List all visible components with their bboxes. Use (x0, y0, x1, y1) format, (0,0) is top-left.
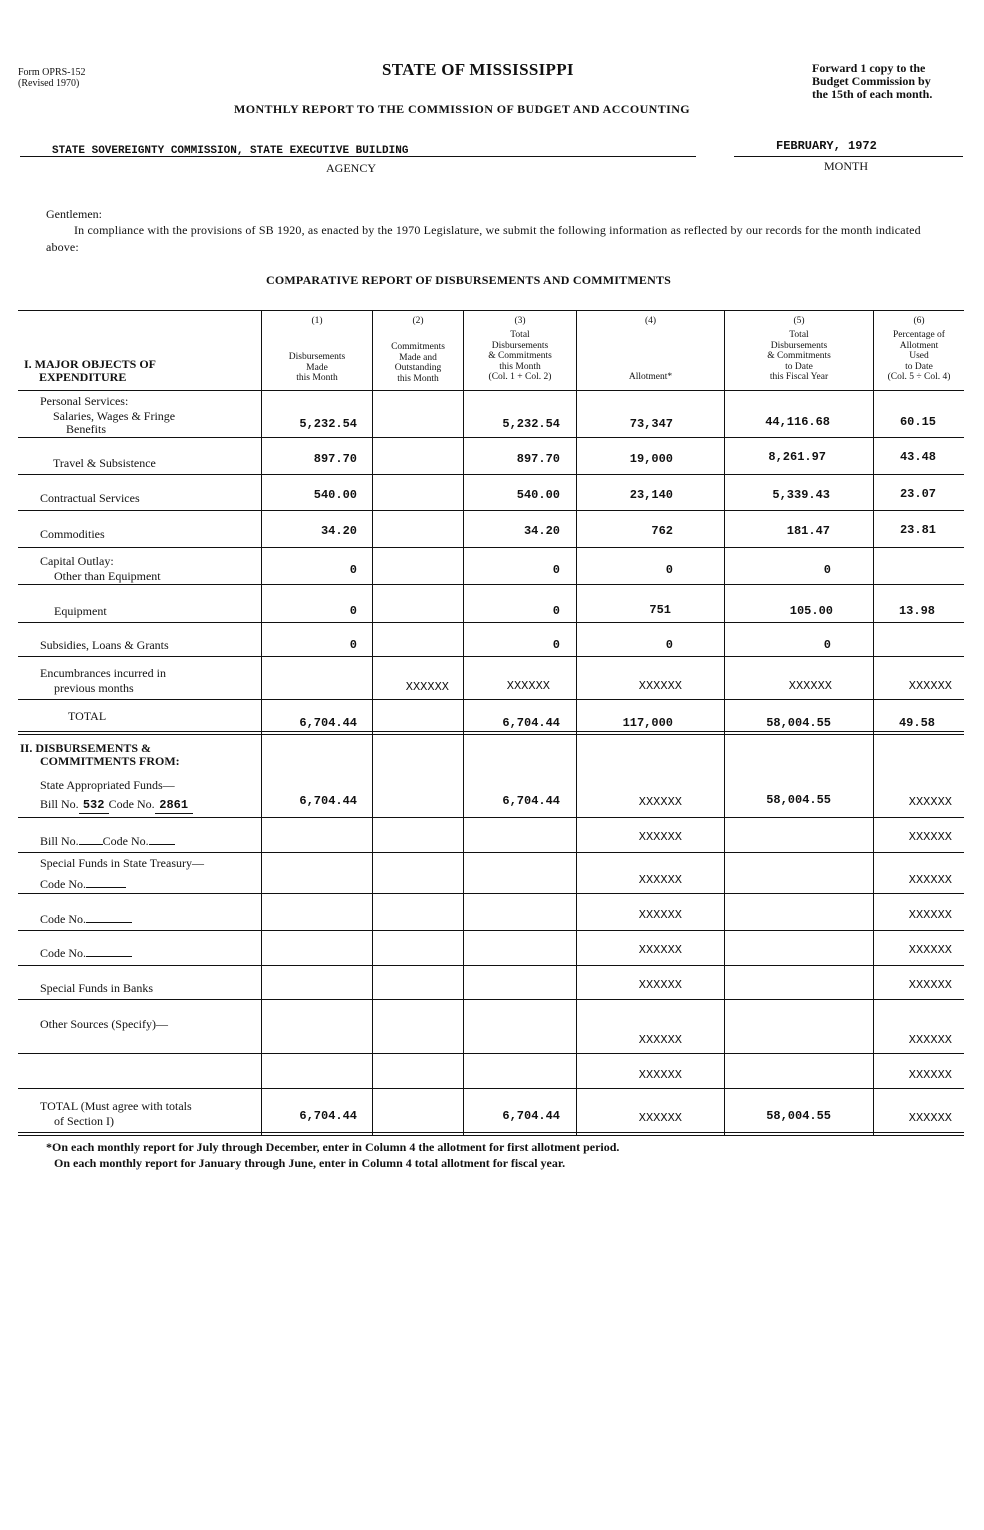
row-line (18, 622, 964, 623)
total-label-line-2: of Section I) (54, 1114, 114, 1128)
col-6-value: XXXXXX (908, 943, 952, 957)
section-2-title (20, 742, 180, 768)
col-4-header: Allotment* (628, 372, 673, 382)
col-1-value: 897.70 (313, 452, 357, 466)
table-top-border (18, 310, 964, 311)
row-label: Subsidies, Loans & Grants (40, 638, 169, 652)
col-3-value: 6,704.44 (502, 1109, 560, 1123)
total-label: TOTAL (68, 709, 107, 723)
col-5-value: XXXXXX (788, 679, 832, 693)
col-4-value: 19,000 (629, 452, 673, 466)
col-4-value: XXXXXX (638, 873, 682, 887)
row-label: Travel & Subsistence (53, 456, 156, 470)
row-label: Contractual Services (40, 491, 140, 505)
row-line (18, 893, 964, 894)
row-label-cont: previous months (54, 681, 134, 695)
col-1-value: 0 (349, 638, 357, 652)
row-label-cont: Benefits (66, 422, 106, 436)
col-4-value: 0 (665, 638, 673, 652)
col-6-value: XXXXXX (908, 873, 952, 887)
row-line (18, 817, 964, 818)
footnote-line-2: On each monthly report for January through June, enter in Column 4 total allotment for fiscal year. (54, 1156, 566, 1170)
col-6-value: XXXXXX (908, 830, 952, 844)
col-4-value: XXXXXX (638, 1033, 682, 1047)
personal-services-label: Personal Services: (40, 394, 129, 408)
section-1-title-line-1: I. MAJOR OBJECTS OF (24, 357, 157, 371)
special-banks-label: Special Funds in Banks (40, 981, 153, 995)
section-1-total-double-line (18, 731, 964, 735)
col-4-value: 0 (665, 563, 673, 577)
bill-code-line-2 (40, 834, 175, 849)
col-4-value: 751 (649, 603, 671, 617)
col-6-value: 13.98 (898, 604, 935, 618)
total-label-line-1: TOTAL (Must agree with totals (40, 1099, 192, 1113)
form-revised-text: (Revised 1970) (18, 78, 80, 89)
col-5-value: 58,004.55 (766, 793, 831, 807)
col-4-value: XXXXXX (638, 943, 682, 957)
col-3-value: 540.00 (516, 488, 560, 502)
col-6-value: 43.48 (899, 450, 936, 464)
code-label: Code No. (40, 946, 86, 960)
col-4-value: 73,347 (629, 417, 673, 431)
row-line (18, 656, 964, 657)
agency-value: STATE SOVEREIGNTY COMMISSION, STATE EXECUTIVE BUILDING (52, 145, 409, 157)
row-label: Equipment (54, 604, 107, 618)
col-3-value: 897.70 (516, 452, 560, 466)
row-label: Encumbrances incurred in (40, 666, 166, 680)
col-4-value: XXXXXX (638, 830, 682, 844)
col-6-header: Percentage of Allotment Used to Date (Col. 5 ÷ Col. 4) (887, 330, 951, 382)
forward-note (812, 62, 977, 101)
forward-note-line-3: the 15th of each month. (812, 87, 933, 101)
col-1-value: 540.00 (313, 488, 357, 502)
col-4-number: (4) (644, 316, 657, 326)
col-1-value: 5,232.54 (299, 417, 357, 431)
col-3-header: Total Disbursements & Commitments this Month (Col. 1 + Col. 2) (488, 330, 552, 382)
state-funds-label: State Appropriated Funds— (40, 778, 175, 792)
col-5-header: Total Disbursements & Commitments to Date this Fiscal Year (767, 330, 831, 382)
report-subtitle: MONTHLY REPORT TO THE COMMISSION OF BUDGET AND ACCOUNTING (234, 102, 691, 116)
col-6-value: XXXXXX (908, 1111, 952, 1125)
col-4-value: XXXXXX (638, 1111, 682, 1125)
section-2-title-line-2: COMMITMENTS FROM: (40, 754, 180, 768)
col-3-value: 6,704.44 (502, 716, 560, 730)
col-4-value: 23,140 (629, 488, 673, 502)
col-5-value: 58,004.55 (766, 1109, 831, 1123)
report-title: COMPARATIVE REPORT OF DISBURSEMENTS AND COMMITMENTS (266, 273, 672, 287)
col-5-value: 0 (823, 563, 831, 577)
col-2-value: XXXXXX (405, 680, 449, 694)
col-3-value: 5,232.54 (502, 417, 560, 431)
col-6-value: XXXXXX (908, 978, 952, 992)
row-line (18, 930, 964, 931)
agency-underline (20, 156, 696, 157)
col-5-value: 181.47 (786, 524, 830, 538)
col-5-value: 8,261.97 (768, 450, 826, 464)
row-line (18, 1088, 964, 1089)
bill-code-line (40, 797, 193, 814)
col-5-value: 5,339.43 (772, 488, 830, 502)
col-3-value: 0 (552, 638, 560, 652)
col-6-value: XXXXXX (908, 679, 952, 693)
col-1-value: 6,704.44 (299, 794, 357, 808)
col-1-number: (1) (311, 316, 323, 326)
row-label-cont: Other than Equipment (54, 569, 161, 583)
col-3-value: 6,704.44 (502, 794, 560, 808)
col-5-value: 58,004.55 (766, 716, 831, 730)
col-2-header: Commitments Made and Outstanding this Month (391, 342, 445, 384)
col-4-value: XXXXXX (638, 679, 682, 693)
row-line (18, 437, 964, 438)
other-sources-label: Other Sources (Specify)— (40, 1017, 168, 1031)
month-label: MONTH (824, 159, 868, 173)
col-4-value: 762 (651, 524, 673, 538)
col-1-value: 34.20 (320, 524, 357, 538)
col-5-number: (5) (793, 316, 805, 326)
intro-paragraph: In compliance with the provisions of SB 1920, as enacted by the 1970 Legislature, we submit the following information as reflected by our records for the month indicated above: (46, 223, 921, 254)
col-1-value: 0 (349, 604, 357, 618)
row-line (18, 852, 964, 853)
col-4-value: XXXXXX (638, 978, 682, 992)
row-line (18, 1053, 964, 1054)
code-label: Code No. (40, 912, 86, 926)
row-label: Capital Outlay: (40, 554, 114, 568)
code-line-3 (40, 877, 126, 892)
col-1-value: 6,704.44 (299, 716, 357, 730)
col-3-value: XXXXXX (506, 679, 550, 693)
header-bottom-line (18, 390, 964, 391)
col-3-value: 0 (552, 563, 560, 577)
col-3-value: 34.20 (523, 524, 560, 538)
col-3-number: (3) (514, 316, 526, 326)
col-6-value: 60.15 (899, 415, 936, 429)
bill-number: 532 (82, 798, 105, 812)
col-1-value: 0 (349, 563, 357, 577)
col-divider-2 (372, 310, 373, 1135)
col-6-value: 23.07 (899, 487, 936, 501)
footnote-line-1: *On each monthly report for July through December, enter in Column 4 the allotment for first allotment period. (46, 1140, 620, 1154)
code-number: 2861 (159, 798, 189, 812)
row-label: Commodities (40, 527, 105, 541)
agency-label: AGENCY (326, 161, 376, 175)
row-line (18, 699, 964, 700)
special-treasury-label: Special Funds in State Treasury— (40, 856, 204, 870)
col-2-number: (2) (412, 316, 424, 326)
code-label: Code No. (102, 834, 149, 848)
col-5-value: 0 (823, 638, 831, 652)
row-line (18, 584, 964, 585)
row-line (18, 474, 964, 475)
row-line (18, 999, 964, 1000)
col-6-number: (6) (913, 316, 925, 326)
row-line (18, 547, 964, 548)
row-line (18, 510, 964, 511)
bill-label: Bill No. (40, 797, 79, 811)
section-1-title (24, 358, 156, 384)
col-6-value: XXXXXX (908, 908, 952, 922)
forward-note-line-2: Budget Commission by (812, 74, 931, 88)
col-5-value: 105.00 (789, 604, 833, 618)
col-1-header: Disbursements Made this Month (288, 352, 346, 383)
col-6-value: 23.81 (899, 523, 936, 537)
col-4-value: XXXXXX (638, 1068, 682, 1082)
row-line (18, 965, 964, 966)
code-label: Code No. (40, 877, 86, 891)
col-4-value: XXXXXX (638, 795, 682, 809)
state-title: STATE OF MISSISSIPPI (382, 60, 574, 79)
month-underline (734, 156, 963, 157)
col-4-value: 117,000 (622, 716, 673, 730)
col-5-value: 44,116.68 (765, 415, 830, 429)
col-6-value: XXXXXX (908, 795, 952, 809)
col-3-value: 0 (552, 604, 560, 618)
form-number-text: Form OPRS-152 (18, 67, 86, 78)
form-number (18, 67, 86, 89)
section-1-title-line-2: EXPENDITURE (39, 370, 127, 384)
forward-note-line-1: Forward 1 copy to the (812, 61, 926, 75)
col-6-value: XXXXXX (908, 1068, 952, 1082)
table-bottom-double-line (18, 1132, 964, 1136)
salutation: Gentlemen: (46, 207, 102, 221)
col-6-value: XXXXXX (908, 1033, 952, 1047)
bill-label: Bill No. (40, 834, 79, 848)
month-value: FEBRUARY, 1972 (776, 139, 877, 153)
section-2-title-line-1: II. DISBURSEMENTS & (20, 741, 152, 755)
col-6-value: 49.58 (898, 716, 935, 730)
code-line-4 (40, 912, 132, 927)
code-label: Code No. (108, 797, 155, 811)
col-4-value: XXXXXX (638, 908, 682, 922)
code-line-5 (40, 946, 132, 961)
row-label: Salaries, Wages & Fringe (53, 409, 176, 423)
col-1-value: 6,704.44 (299, 1109, 357, 1123)
